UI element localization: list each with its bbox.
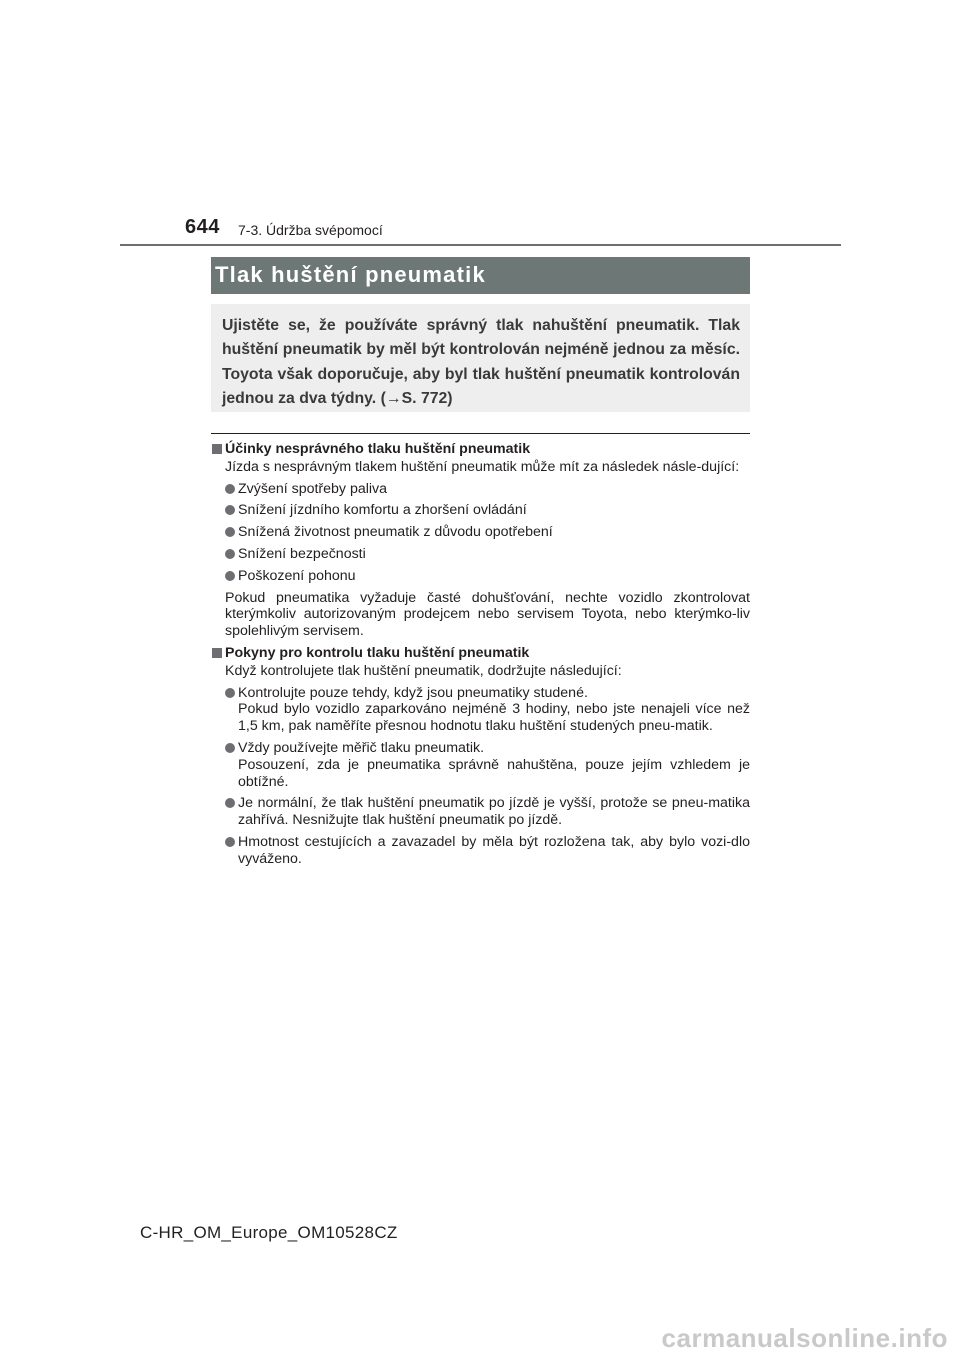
section-lead: Jízda s nesprávným tlakem huštění pneumatik může mít za následek násle-dující:	[225, 458, 740, 475]
page-title: Tlak huštění pneumatik	[215, 262, 486, 287]
section-heading-checks	[211, 645, 750, 662]
round-bullet-icon	[225, 484, 235, 494]
list-item	[225, 685, 750, 735]
round-bullet-icon	[225, 527, 235, 537]
list-item-text: Kontrolujte pouze tehdy, když jsou pneumatiky studené.	[238, 684, 588, 701]
section-heading-text: Účinky nesprávného tlaku huštění pneumatik	[225, 441, 531, 457]
list-item	[225, 740, 750, 790]
content	[211, 441, 750, 873]
list-item-text: Snížení jízdního komfortu a zhoršení ovládání	[238, 502, 527, 519]
round-bullet-icon	[225, 549, 235, 559]
list-item	[225, 481, 750, 498]
header-divider	[120, 244, 841, 246]
list-item	[225, 834, 750, 868]
page-number: 644	[185, 216, 220, 238]
list-item-detail: Pokud bylo vozidlo zaparkováno nejméně 3 hodiny, nebo jste nenajeli více než 1,5 km, pak naměříte přesnou hodnotu tlaku huštění studených pneu-matik.	[238, 701, 750, 735]
list-item	[225, 502, 750, 519]
section-lead: Když kontrolujete tlak huštění pneumatik, dodržujte následující:	[225, 662, 622, 679]
title-bar	[211, 257, 750, 294]
list-item	[225, 795, 750, 829]
list-item-text: Zvýšení spotřeby paliva	[238, 480, 388, 497]
round-bullet-icon	[225, 743, 235, 753]
round-bullet-icon	[225, 798, 235, 808]
document-code: C-HR_OM_Europe_OM10528CZ	[140, 1223, 398, 1242]
watermark-link[interactable]: carmanualsonline.info	[661, 1323, 948, 1353]
square-bullet-icon	[212, 444, 222, 454]
section-heading-effects	[211, 441, 750, 458]
list-item-text: Poškození pohonu	[238, 567, 356, 584]
list-item	[225, 568, 750, 585]
section-label: 7-3. Údržba svépomocí	[238, 222, 383, 238]
intro-text: Ujistěte se, že používáte správný tlak nahuštění pneumatik. Tlak huštění pneumatik by měl být kontrolován nejméně jednou za měsíc. Toyota však doporučuje, aby byl tlak huštění pneumatik kontrolován jednou za dva týdny. (→S. 772)	[222, 317, 740, 407]
round-bullet-icon	[225, 571, 235, 581]
content-divider	[211, 433, 750, 434]
list-item	[225, 546, 750, 563]
round-bullet-icon	[225, 837, 235, 847]
list-item	[225, 524, 750, 541]
round-bullet-icon	[225, 505, 235, 515]
round-bullet-icon	[225, 688, 235, 698]
list-item-text: Je normální, že tlak huštění pneumatik po jízdě je vyšší, protože se pneu-matika zahřívá. Nesnižujte tlak huštění pneumatik po jízdě.	[238, 795, 750, 829]
intro-box	[211, 304, 750, 412]
list-item-text: Vždy používejte měřič tlaku pneumatik.	[238, 739, 485, 756]
list-item-text: Hmotnost cestujících a zavazadel by měla být rozložena tak, aby bylo vozi-dlo vyváženo.	[238, 833, 750, 867]
section-closing: Pokud pneumatika vyžaduje časté dohušťování, nechte vozidlo zkontrolovat kterýmkoliv autorizovaným prodejcem nebo servisem Toyota, nebo kterýmko-liv spolehlivým servisem.	[225, 589, 750, 640]
list-item-text: Snížená životnost pneumatik z důvodu opotřebení	[238, 524, 553, 541]
list-item-text: Snížení bezpečnosti	[238, 545, 366, 562]
list-item-detail: Posouzení, zda je pneumatika správně nahuštěna, pouze jejím vzhledem je obtížné.	[238, 756, 750, 790]
square-bullet-icon	[212, 648, 222, 658]
section-heading-text: Pokyny pro kontrolu tlaku huštění pneumatik	[225, 644, 530, 661]
